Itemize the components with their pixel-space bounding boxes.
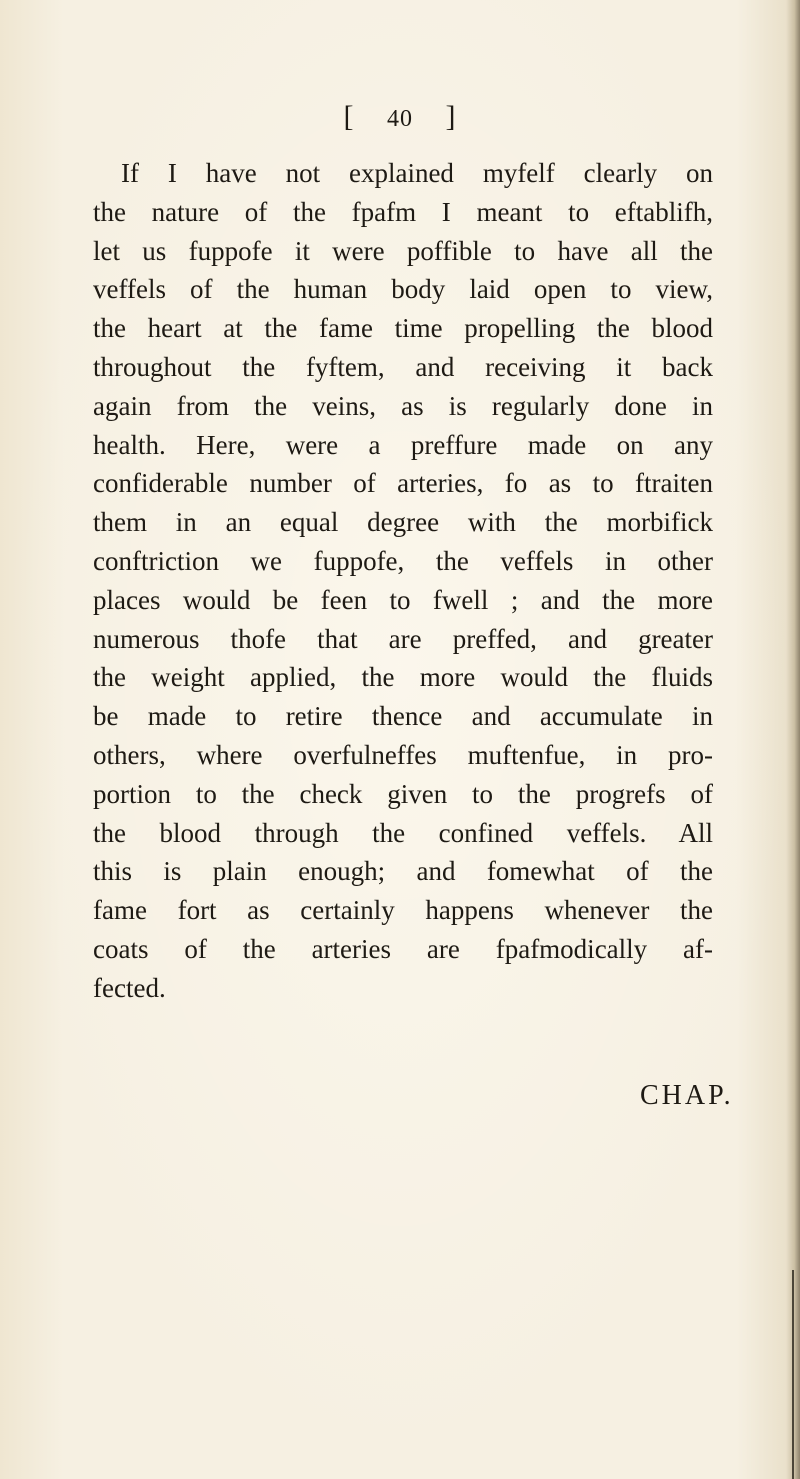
text-line: portion to the check given to the progrefs of — [93, 778, 713, 809]
text-line: throughout the fyftem, and receiving it back — [93, 351, 713, 382]
text-line: the heart at the fame time propelling the blood — [93, 313, 713, 344]
text-line: again from the veins, as is regularly done in — [93, 390, 713, 421]
page-number: 40 — [387, 106, 413, 132]
text-line: let us fuppofe it were poffible to have all the — [93, 235, 713, 266]
text-line: the weight applied, the more would the fluids — [93, 662, 713, 693]
page-edge-shadow — [786, 0, 800, 1479]
text-line: health. Here, were a preffure made on any — [93, 429, 713, 460]
text-line: confiderable number of arteries, fo as to ftraiten — [93, 468, 713, 499]
body-paragraph — [93, 154, 713, 1008]
text-line: numerous thofe that are preffed, and greater — [93, 623, 713, 654]
page-edge-line — [792, 1270, 794, 1479]
text-line: If I have not explained myfelf clearly on — [121, 158, 713, 188]
text-line: veffels of the human body laid open to view, — [93, 274, 713, 305]
text-line: them in an equal degree with the morbifick — [93, 507, 713, 538]
text-line: fected. — [93, 972, 166, 1003]
bracket-close: ] — [445, 100, 457, 133]
catchword: CHAP. — [640, 1080, 734, 1111]
text-line: coats of the arteries are fpafmodically af- — [93, 933, 713, 964]
text-line: the blood through the confined veffels. All — [93, 817, 713, 848]
text-line: conftriction we fuppofe, the veffels in other — [93, 545, 713, 576]
text-line: places would be feen to fwell ; and the more — [93, 584, 713, 615]
text-line: this is plain enough; and fomewhat of the — [93, 856, 713, 887]
text-line: fame fort as certainly happens whenever the — [93, 895, 713, 926]
text-line: be made to retire thence and accumulate in — [93, 701, 713, 732]
text-line: the nature of the fpafm I meant to eftablifh, — [93, 196, 713, 227]
page-header — [0, 100, 800, 134]
text-line: others, where overfulneffes muftenfue, in pro- — [93, 739, 713, 770]
bracket-open: [ — [343, 100, 355, 133]
